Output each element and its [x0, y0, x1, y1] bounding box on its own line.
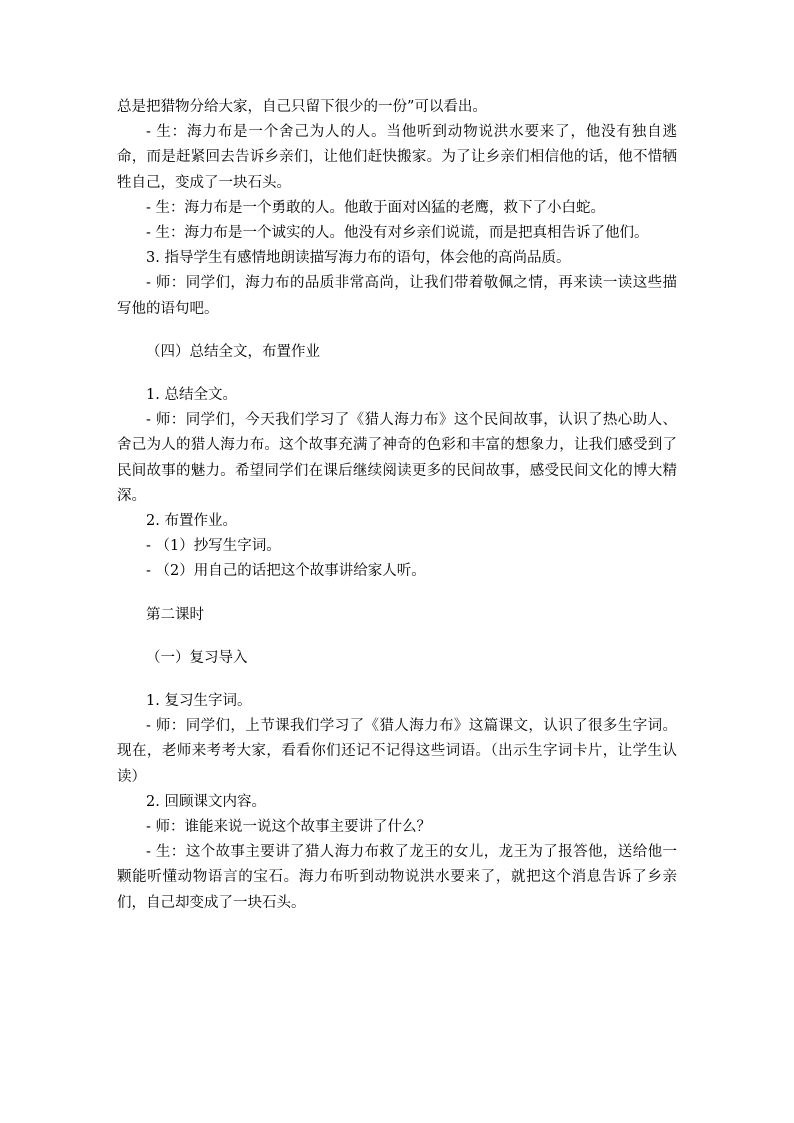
- lesson-title-2: 第二课时: [146, 606, 204, 623]
- student-answer-4: - 生：这个故事主要讲了猎人海力布救了龙王的女儿，龙王为了报答他，送给他一颗能听懂动物语言的宝石。海力布听到动物说洪水要来了，就把这个消息告诉了乡亲们，自己却变成了一块石头。: [117, 844, 677, 911]
- teacher-question: - 师：谁能来说一说这个故事主要讲了什么？: [146, 819, 432, 836]
- teacher-remark-1: - 师：同学们，海力布的品质非常高尚，让我们带着敬佩之情，再来读一读这些描写他的语句吧。: [117, 275, 677, 317]
- student-answer-3: - 生：海力布是一个诚实的人。他没有对乡亲们说谎，而是把真相告诉了他们。: [146, 225, 649, 242]
- section-heading-1: （一）复习导入: [146, 649, 248, 666]
- student-answer-2: - 生：海力布是一个勇敢的人。他敢于面对凶猛的老鹰，救下了小白蛇。: [146, 199, 606, 216]
- step-summary: 1. 总结全文。: [146, 387, 237, 404]
- teacher-remark-2: - 师：同学们，今天我们学习了《猎人海力布》这个民间故事，认识了热心助人、舍己为人的猎人海力布。这个故事充满了神奇的色彩和丰富的想象力，让我们感受到了民间故事的魅力。希望同学们在课后继续阅读更多的民间故事，感受民间文化的博大精深。: [117, 412, 677, 504]
- step-3-heading: 3. 指导学生有感情地朗读描写海力布的语句，体会他的高尚品质。: [146, 250, 571, 267]
- homework-item-1: - （1）抄写生字词。: [146, 538, 281, 555]
- section-heading-4: （四）总结全文，布置作业: [146, 343, 320, 360]
- step-review-words: 1. 复习生字词。: [146, 693, 252, 710]
- step-homework: 2. 布置作业。: [146, 513, 237, 530]
- teacher-remark-3: - 师：同学们，上节课我们学习了《猎人海力布》这篇课文，认识了很多生字词。现在，老师来考考大家，看看你们还记不记得这些词语。（出示生字词卡片，让学生认读）: [117, 718, 677, 785]
- homework-item-2: - （2）用自己的话把这个故事讲给家人听。: [146, 563, 426, 580]
- document-body: [117, 95, 677, 916]
- student-answer-1: - 生：海力布是一个舍己为人的人。当他听到动物说洪水要来了，他没有独自逃命，而是赶紧回去告诉乡亲们，让他们赶快搬家。为了让乡亲们相信他的话，他不惜牺牲自己，变成了一块石头。: [117, 124, 677, 191]
- step-review-text: 2. 回顾课文内容。: [146, 793, 266, 810]
- paragraph-continuation: 总是把猎物分给大家，自己只留下很少的一份”可以看出。: [117, 99, 487, 115]
